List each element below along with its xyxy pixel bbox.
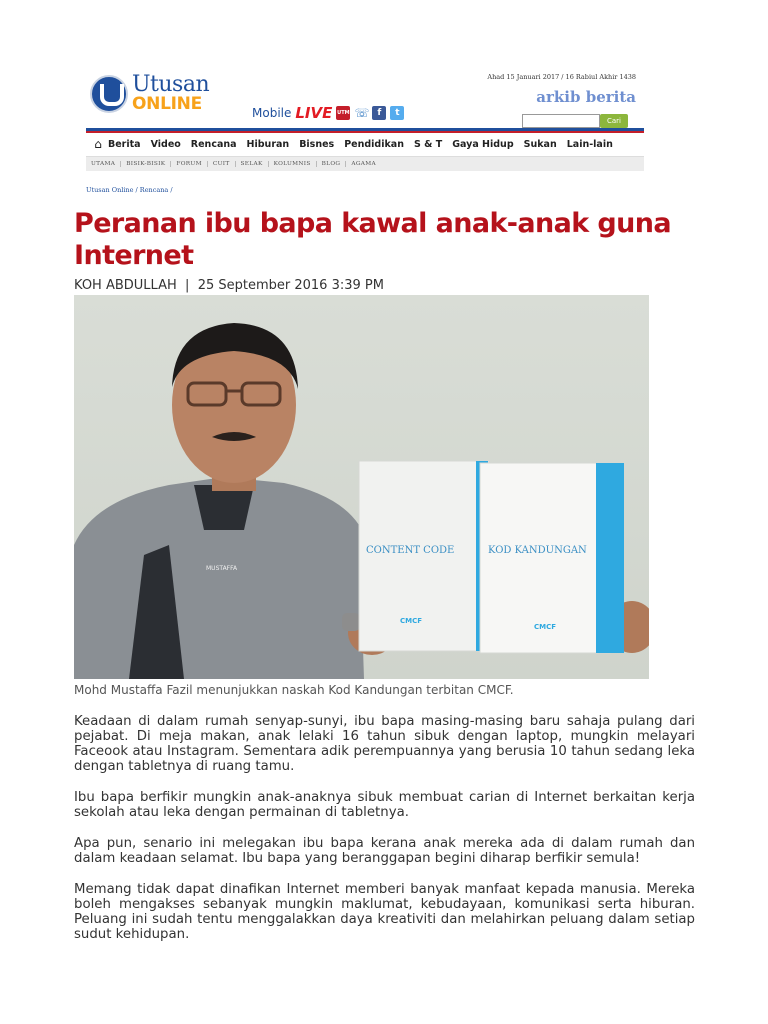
subnav-item-cuit[interactable]: CUIT [208,161,236,167]
breadcrumb-home[interactable]: Utusan Online [86,186,134,194]
search-input[interactable] [522,114,600,128]
photo-shirt-name: MUSTAFFA [206,565,238,572]
article-photo [74,295,649,679]
subnav-item-utama[interactable]: UTAMA [86,161,121,167]
sub-nav [86,156,644,171]
nav-item-berita[interactable]: Berita [108,138,141,150]
nav-item-hiburan[interactable]: Hiburan [246,138,290,150]
main-nav [86,134,644,154]
subnav-item-selak[interactable]: SELAK [236,161,269,167]
photo-book1-logo: CMCF [400,617,423,625]
header-date: Ahad 15 Januari 2017 / 16 Rabiul Akhir 1438 [487,73,636,81]
subnav-item-agama[interactable]: AGAMA [351,161,376,167]
photo-book1-title: CONTENT CODE [366,545,455,556]
site-logo[interactable] [90,74,209,113]
photo-book-content-code [359,461,489,651]
breadcrumb [86,186,173,194]
photo-collar [194,485,254,530]
search-button[interactable]: Cari [600,114,628,128]
nav-item-pendidikan[interactable]: Pendidikan [344,138,404,150]
byline-separator: | [180,278,194,293]
breadcrumb-separator: / [170,186,173,194]
subnav-item-bisik-bisik[interactable]: BISIK-BISIK [121,161,171,167]
nav-item-bisnes[interactable]: Bisnes [299,138,335,150]
subnav-item-kolumnis[interactable]: KOLUMNIS [269,161,317,167]
utm-icon[interactable]: UTM [336,106,350,120]
subnav-item-blog[interactable]: BLOG [317,161,347,167]
facebook-icon[interactable]: f [372,106,386,120]
article-paragraph: Ibu bapa berfikir mungkin anak-anaknya sibuk membuat carian di Internet berkaitan kerja sekolah atau leka dengan permainan di tabletnya. [74,790,695,820]
photo-caption: Mohd Mustaffa Fazil menunjukkan naskah Kod Kandungan terbitan CMCF. [74,683,514,697]
photo-book2-title: KOD KANDUNGAN [488,545,587,556]
photo-ring [342,613,360,631]
logo-text-online: ONLINE [132,94,202,114]
nav-item-lain-lain[interactable]: Lain-lain [566,138,613,150]
article-paragraph: Memang tidak dapat dinafikan Internet memberi banyak manfaat kepada manusia. Mereka boleh mengakses sebanyak mungkin maklumat, kebudayaan, komunikasi serta hiburan. Peluang ini sudah tentu menggalakkan daya kreativiti dan melahirkan peluang dalam setiap sudut kehidupan. [74,882,695,942]
header-links [252,104,404,122]
site-header [86,70,644,172]
twitter-icon[interactable]: t [390,106,404,120]
nav-item-sains-teknologi[interactable]: S & T [413,138,443,150]
breadcrumb-separator: / [135,186,140,194]
subnav-item-forum[interactable]: FORUM [171,161,207,167]
home-icon[interactable]: ⌂ [94,137,102,151]
utusan-logo-icon [90,75,128,113]
photo-book2-spine [596,463,624,653]
header-divider-red [86,131,644,133]
article-body [74,714,695,958]
article-paragraph: Keadaan di dalam rumah senyap-sunyi, ibu bapa masing-masing baru sahaja pulang dari pejabat. Di meja makan, anak lelaki 16 tahun sibuk dengan laptop, mungkin melayari Faceook atau Instagram. Sementara adik perempuannya yang berusia 10 tahun sedang leka dengan tabletnya di ruang tamu. [74,714,695,774]
nav-item-rencana[interactable]: Rencana [190,138,237,150]
logo-text-utusan: Utusan [132,72,210,97]
nav-item-video[interactable]: Video [150,138,181,150]
arkib-berita-link[interactable]: arkib berita [536,88,636,106]
live-link[interactable]: LIVE [295,104,333,122]
mobile-link[interactable]: Mobile [252,106,292,120]
photo-illustration [74,295,649,679]
phone-icon[interactable]: ☏ [354,106,370,120]
photo-book2-logo: CMCF [534,623,557,631]
article-byline [74,278,384,293]
article-date: 25 September 2016 3:39 PM [197,278,384,293]
nav-item-gaya-hidup[interactable]: Gaya Hidup [452,138,514,150]
article-paragraph: Apa pun, senario ini melegakan ibu bapa kerana anak mereka ada di dalam rumah dan dalam keadaan selamat. Ibu bapa yang beranggapan begini diharap berfikir semula! [74,836,695,866]
article-author: KOH ABDULLAH [74,278,177,293]
breadcrumb-section[interactable]: Rencana [139,186,169,194]
nav-item-sukan[interactable]: Sukan [523,138,557,150]
article-headline: Peranan ibu bapa kawal anak-anak guna Internet [74,208,672,271]
